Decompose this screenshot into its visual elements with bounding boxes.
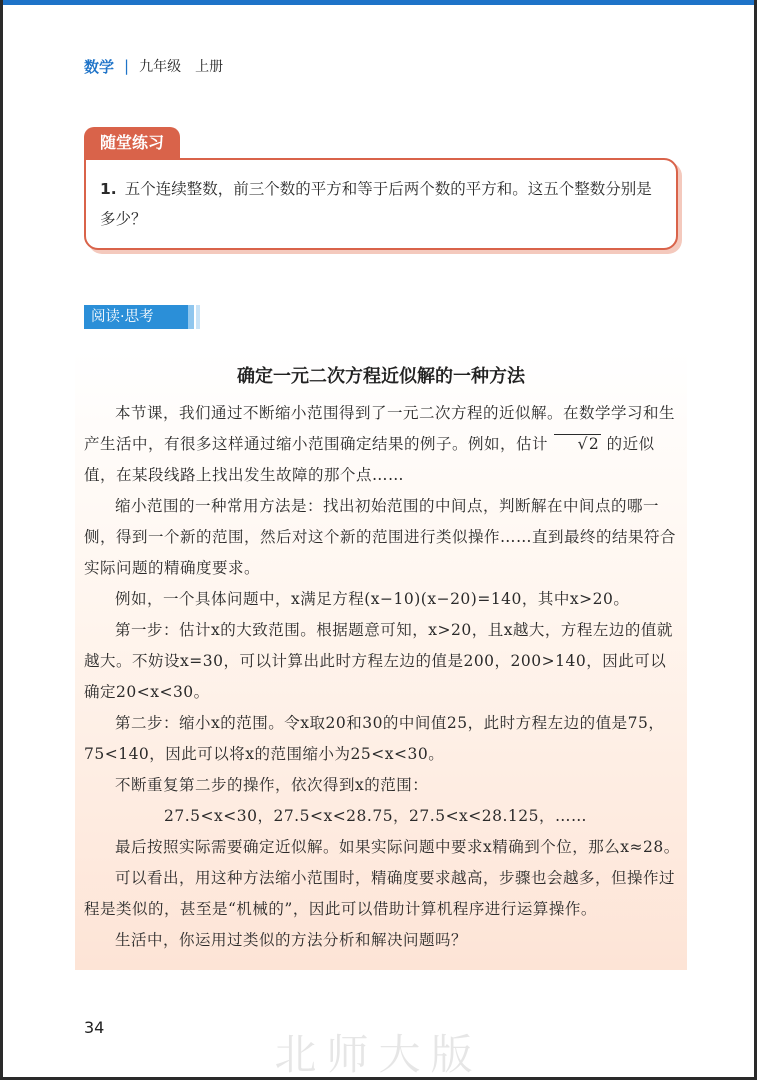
paragraph-1 [84, 398, 680, 491]
paragraph-1-text: 本节课，我们通过不断缩小范围得到了一元二次方程的近似解。在数学学习和生产生活中，有很多这样通过缩小范围确定结果的例子。例如，估计 [84, 404, 676, 453]
practice-label: 随堂练习 [84, 127, 180, 159]
practice-box [84, 158, 678, 250]
paragraph-9: 生活中，你运用过类似的方法分析和解决问题吗？ [115, 931, 468, 949]
range-formula: 27.5<x<30，27.5<x<28.75，27.5<x<28.125，…… [164, 807, 588, 825]
reading-tab-stripe [188, 305, 194, 329]
header-separator: | [124, 57, 130, 75]
paragraph-6: 不断重复第二步的操作，依次得到x的范围： [115, 776, 429, 794]
reading-tab-stripe-light [196, 305, 200, 329]
reading-label: 阅读·思考 [84, 305, 188, 329]
paragraph-5: 第二步：缩小x的范围。令x取20和30的中间值25，此时方程左边的值是75，75<140，因此可以将x的范围缩小为25<x<30。 [84, 714, 665, 763]
paragraph-4: 第一步：估计x的大致范围。根据题意可知，x>20，且x越大，方程左边的值就越大。不妨设x=30，可以计算出此时方程左边的值是200，200>140，因此可以确定20<x<30。 [84, 621, 673, 701]
paragraph-7: 最后按照实际需要确定近似解。如果实际问题中要求x精确到个位，那么x≈28。 [115, 838, 680, 856]
paragraph-8: 可以看出，用这种方法缩小范围时，精确度要求越高，步骤也会越多，但操作过程是类似的，甚至是“机械的”，因此可以借助计算机程序进行运算操作。 [84, 869, 676, 918]
header-grade: 九年级 上册 [139, 59, 224, 75]
practice-question [100, 174, 660, 234]
top-border [0, 0, 757, 5]
page-number: 34 [84, 1018, 105, 1037]
paragraph-1-tail: 的近似值，在某段线路上找出发生故障的那个点…… [84, 435, 655, 484]
question-text: 五个连续整数，前三个数的平方和等于后两个数的平方和。这五个整数分别是多少？ [100, 180, 652, 228]
question-number: 1. [100, 180, 117, 198]
reading-panel [75, 350, 687, 970]
publisher-watermark: 北师大版 [274, 1030, 483, 1079]
article-body [84, 398, 680, 956]
header-subject: 数学 [84, 57, 115, 76]
paragraph-3: 例如，一个具体问题中，x满足方程(x−10)(x−20)=140，其中x>20。 [115, 590, 630, 608]
article-title: 确定一元二次方程近似解的一种方法 [237, 366, 525, 387]
paragraph-2: 缩小范围的一种常用方法是：找出初始范围的中间点，判断解在中间点的哪一侧，得到一个新的范围，然后对这个新的范围进行类似操作……直到最终的结果符合实际问题的精确度要求。 [84, 497, 677, 577]
sqrt-2: √ 2 [554, 434, 601, 453]
left-border [0, 0, 3, 1080]
running-header [84, 55, 223, 77]
